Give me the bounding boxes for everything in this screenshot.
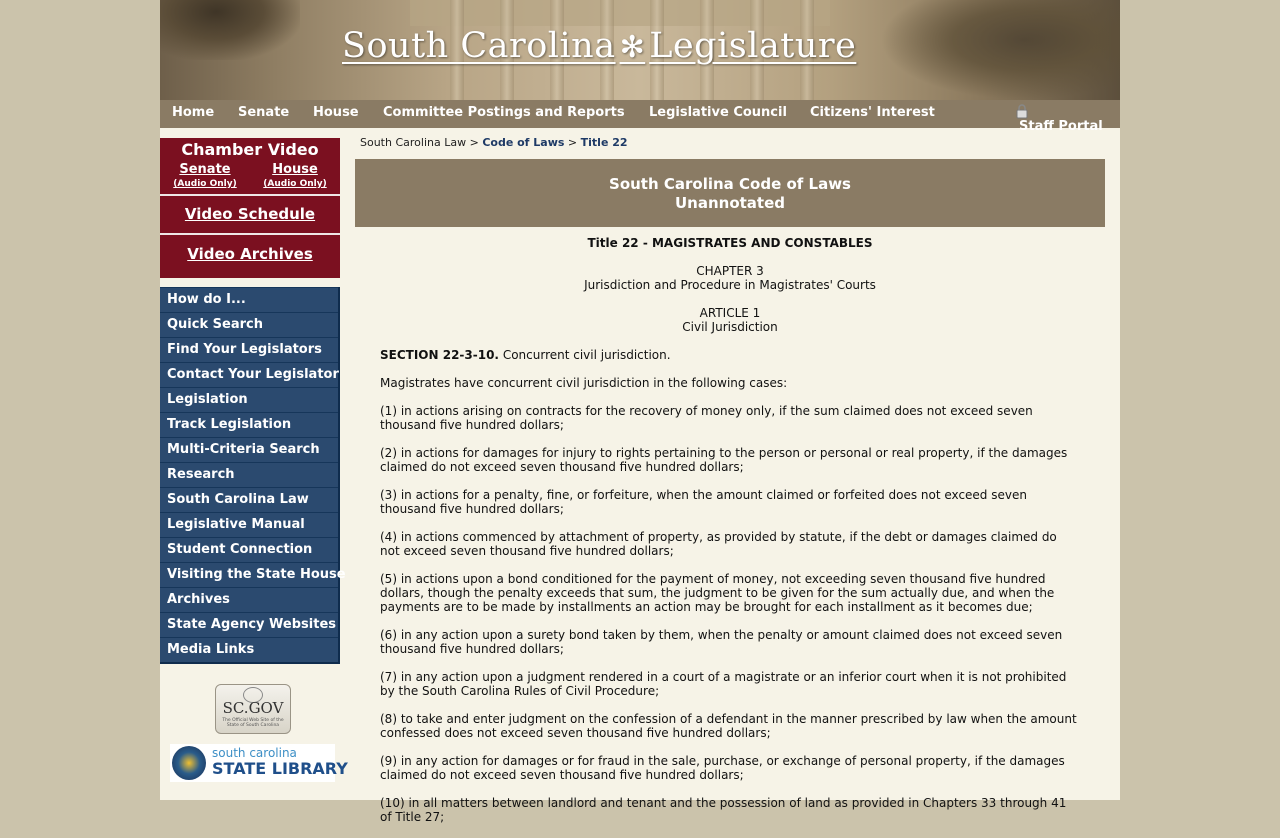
side-nav (160, 287, 346, 664)
chapter-heading (380, 264, 1080, 292)
code-text (380, 236, 1080, 838)
breadcrumb (360, 136, 628, 149)
sidenav-label: Contact Your Legislator (167, 367, 339, 382)
paragraph: (4) in actions commenced by attachment of property, as provided by statute, if the debt or damages claimed do not exceed seven thousand five hundred dollars; (380, 530, 1057, 558)
nav-house[interactable]: House (313, 105, 359, 120)
sidenav-label: How do I... (167, 292, 246, 307)
paragraph: (6) in any action upon a surety bond taken by them, when the penalty or amount claimed does not exceed seven thousand five hundred dollars; (380, 628, 1063, 656)
divider (160, 233, 340, 235)
paragraph: (10) in all matters between landlord and tenant and the possession of land as provided in Chapters 33 through 41 of Title 27; (380, 796, 1067, 824)
article-name: Civil Jurisdiction (682, 320, 778, 334)
sidenav-label: Legislation (167, 392, 248, 407)
section-number: SECTION 22-3-10. (380, 348, 499, 362)
palmetto-icon: ✻ (619, 30, 646, 65)
paragraph: (3) in actions for a penalty, fine, or forfeiture, when the amount claimed or forfeited does not exceed seven thousand five hundred dollars; (380, 488, 1027, 516)
nav-committee-postings[interactable]: Committee Postings and Reports (383, 105, 625, 120)
breadcrumb-root[interactable]: South Carolina Law (360, 136, 467, 149)
section-intro: Magistrates have concurrent civil jurisdiction in the following cases: (380, 376, 788, 390)
sidenav-how-do-i[interactable] (160, 287, 338, 312)
banner-tree (160, 0, 300, 60)
nav-citizens-interest[interactable]: Citizens' Interest (810, 105, 935, 120)
sidenav-label: Visiting the State House (167, 567, 346, 582)
page-header (355, 159, 1105, 227)
sidenav-visiting-state-house[interactable] (160, 562, 346, 587)
page-title: South Carolina Code of Laws (609, 175, 851, 193)
state-library-logo[interactable] (170, 744, 348, 782)
sidenav-label: Research (167, 467, 235, 482)
lock-icon (1015, 104, 1029, 118)
house-video-link[interactable]: House (272, 162, 318, 177)
sidenav-legislation[interactable] (160, 387, 338, 412)
nav-home[interactable]: Home (172, 105, 215, 120)
video-schedule-link[interactable]: Video Schedule (184, 205, 316, 223)
sidenav-contact-legislator[interactable] (160, 362, 338, 387)
sidenav-label: Legislative Manual (167, 517, 305, 532)
sidenav-label: Archives (167, 592, 230, 607)
banner-palm (880, 0, 1120, 100)
chamber-video-panel (160, 138, 340, 278)
sidenav-label: Student Connection (167, 542, 313, 557)
sidenav-label: South Carolina Law (167, 492, 309, 507)
paragraph: (8) to take and enter judgment on the confession of a defendant in the manner prescribed by law when the amount confessed does not exceed seven thousand five hundred dollars; (380, 712, 1077, 740)
page-subtitle: Unannotated (674, 194, 786, 212)
sidenav-sc-law[interactable] (160, 487, 338, 512)
title-heading: Title 22 - MAGISTRATES AND CONSTABLES (587, 236, 873, 250)
banner (160, 0, 1120, 100)
banner-pediment (410, 0, 830, 26)
sidenav-label: Multi-Criteria Search (167, 442, 320, 457)
breadcrumb-separator: > (466, 136, 483, 149)
site-title[interactable] (342, 26, 856, 66)
senate-video-link[interactable]: Senate (179, 162, 231, 177)
scgov-logo-text: SC.GOV (222, 699, 284, 717)
section-heading (380, 348, 1080, 362)
sidenav-quick-search[interactable] (160, 312, 338, 337)
chapter-number: CHAPTER 3 (696, 264, 764, 278)
site-title-right: Legislature (649, 26, 857, 66)
sidenav-multi-criteria-search[interactable] (160, 437, 338, 462)
chapter-name: Jurisdiction and Procedure in Magistrates' Courts (584, 278, 876, 292)
breadcrumb-separator: > (564, 136, 581, 149)
paragraph: (1) in actions arising on contracts for the recovery of money only, if the sum claimed does not exceed seven thousand five hundred dollars; (380, 404, 1033, 432)
paragraph: (2) in actions for damages for injury to rights pertaining to the person or personal or real property, if the damages claimed do not exceed seven thousand five hundred dollars; (380, 446, 1068, 474)
sidenav-label: Find Your Legislators (167, 342, 322, 357)
video-archives-link[interactable]: Video Archives (187, 245, 313, 263)
house-audio-only[interactable]: (Audio Only) (263, 179, 327, 189)
sidenav-legislative-manual[interactable] (160, 512, 338, 537)
state-library-line1: south carolina (212, 746, 297, 760)
senate-audio-only[interactable]: (Audio Only) (173, 179, 237, 189)
staff-portal-link[interactable]: Staff Portal (1019, 119, 1103, 134)
site-title-left: South Carolina (342, 26, 616, 66)
chamber-video-title: Chamber Video (181, 140, 319, 159)
paragraph: (5) in actions upon a bond conditioned for the payment of money, not exceeding seven thousand five hundred dollars, though the penalty exceeds that sum, the judgment to be given for the sum actually due, and when the payments are to be made by installments an action may be brought for each installment as it becomes due; (380, 572, 1055, 614)
sidenav-state-agency-websites[interactable] (160, 612, 338, 637)
nav-senate[interactable]: Senate (238, 105, 290, 120)
sidenav-find-legislators[interactable] (160, 337, 338, 362)
sidenav-archives[interactable] (160, 587, 338, 612)
scgov-logo[interactable] (215, 684, 291, 734)
sidenav-label: Track Legislation (167, 417, 292, 432)
sidenav-track-legislation[interactable] (160, 412, 338, 437)
paragraph: (7) in any action upon a judgment rendered in a court of a magistrate or an inferior court when it is not prohibited by the South Carolina Rules of Civil Procedure; (380, 670, 1067, 698)
sidenav-label: State Agency Websites (167, 617, 337, 632)
breadcrumb-code-of-laws[interactable]: Code of Laws (482, 136, 565, 149)
sidenav-media-links[interactable] (160, 637, 338, 662)
article-number: ARTICLE 1 (699, 306, 761, 320)
sidenav-label: Media Links (167, 642, 255, 657)
sidenav-student-connection[interactable] (160, 537, 338, 562)
article-heading (380, 306, 1080, 334)
section-name: Concurrent civil jurisdiction. (499, 348, 671, 362)
divider (160, 194, 340, 196)
state-library-emblem-icon (172, 746, 206, 780)
sidenav-label: Quick Search (167, 317, 263, 332)
scgov-tagline: The Official Web Site of the State of South Carolina (222, 718, 284, 728)
paragraph: (9) in any action for damages or for fraud in the sale, purchase, or exchange of personal property, if the damages claimed do not exceed seven thousand five hundred dollars; (380, 754, 1065, 782)
nav-legislative-council[interactable]: Legislative Council (649, 105, 787, 120)
breadcrumb-title[interactable]: Title 22 (580, 136, 628, 149)
page (160, 0, 1120, 824)
state-library-line2: STATE LIBRARY (212, 759, 348, 778)
staff-portal-clip (160, 100, 1120, 134)
sidenav-research[interactable] (160, 462, 338, 487)
